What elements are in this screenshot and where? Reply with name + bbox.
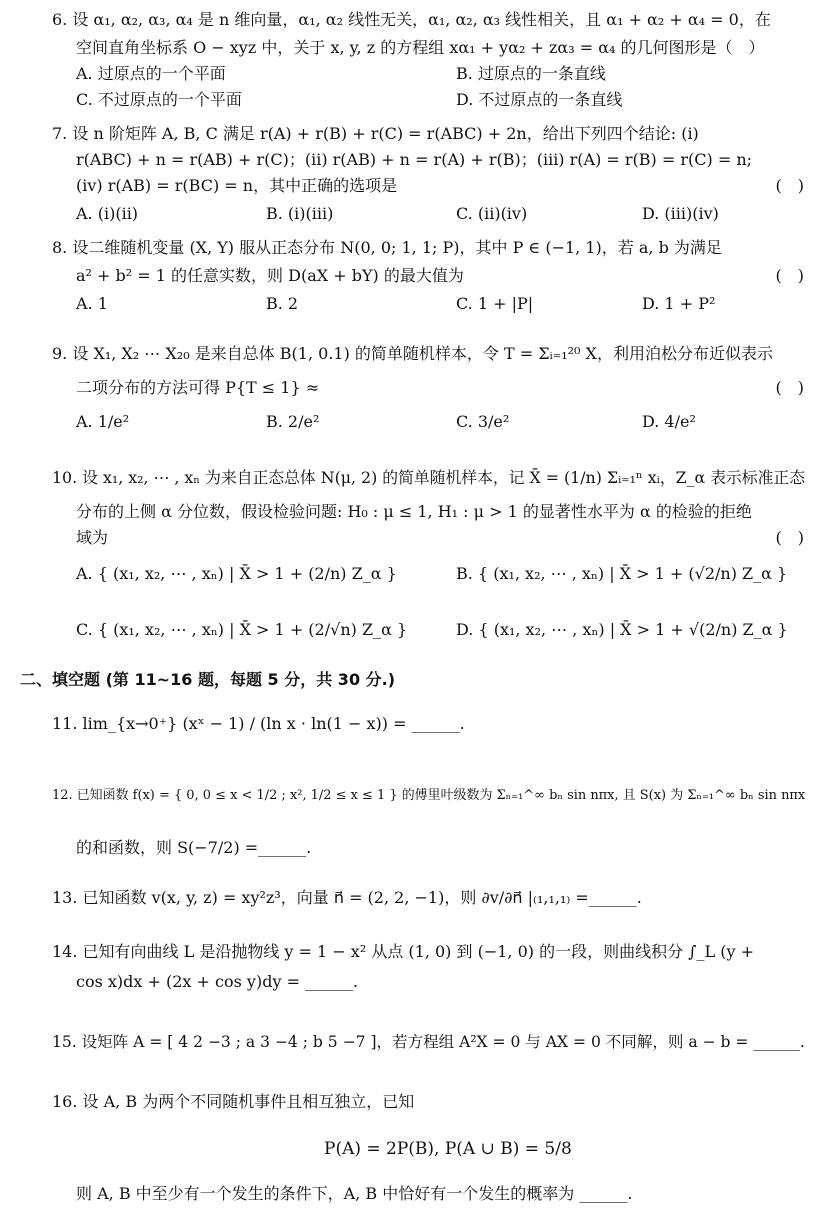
q8-option-a: A. 1 [76, 294, 108, 313]
q6-option-a: A. 过原点的一个平面 [76, 64, 226, 83]
q8-line-2: a² + b² = 1 的任意实数，则 D(aX + bY) 的最大值为 [76, 266, 464, 285]
q7-option-c: C. (ii)(iv) [456, 204, 528, 223]
q9-option-b: B. 2/e² [266, 412, 320, 431]
q16-line-1: 16. 设 A, B 为两个不同随机事件且相互独立，已知 [52, 1092, 415, 1111]
q8-option-b: B. 2 [266, 294, 299, 313]
q6-option-b: B. 过原点的一条直线 [456, 64, 606, 83]
q9-option-c: C. 3/e² [456, 412, 510, 431]
q10-line-3: 域为 [76, 528, 109, 547]
q16-line-3: 则 A, B 中至少有一个发生的条件下，A, B 中恰好有一个发生的概率为 ______. [76, 1184, 633, 1203]
q6-option-d: D. 不过原点的一条直线 [456, 90, 623, 109]
q10-option-d: D. { (x₁, x₂, ⋯ , xₙ) | X̄ > 1 + √(2/n) Z_α } [456, 620, 788, 639]
q10-line-1: 10. 设 x₁, x₂, ⋯ , xₙ 为来自正态总体 N(μ, 2) 的简单随机样本，记 X̄ = (1/n) Σᵢ₌₁ⁿ xᵢ，Z_α 表示标准正态 [52, 468, 805, 487]
q15-line-1: 15. 设矩阵 A = [ 4 2 −3 ; a 3 −4 ; b 5 −7 ]，若方程组 A²X = 0 与 AX = 0 不同解，则 a − b = ______. [52, 1033, 805, 1051]
q7-option-d: D. (iii)(iv) [642, 204, 719, 223]
q8-option-d: D. 1 + P² [642, 294, 716, 313]
q13-line-1: 13. 已知函数 v(x, y, z) = xy²z³，向量 n⃗ = (2, 2, −1)，则 ∂v/∂n⃗ |₍₁,₁,₁₎ =______. [52, 888, 642, 907]
q10-answer-paren: ( ) [775, 528, 804, 547]
q7-line-3: (iv) r(AB) = r(BC) = n，其中正确的选项是 [76, 176, 398, 195]
q6-line-2: 空间直角坐标系 O − xyz 中，关于 x, y, z 的方程组 xα₁ + yα₂ + zα₃ = α₄ 的几何图形是（ ） [76, 38, 765, 57]
q6-line-1: 6. 设 α₁, α₂, α₃, α₄ 是 n 维向量，α₁, α₂ 线性无关，α₁, α₂, α₃ 线性相关，且 α₁ + α₂ + α₄ = 0，在 [52, 10, 771, 29]
q8-option-c: C. 1 + |P| [456, 294, 534, 313]
q8-line-1: 8. 设二维随机变量 (X, Y) 服从正态分布 N(0, 0; 1, 1; P)，其中 P ∈ (−1, 1)，若 a, b 为满足 [52, 238, 722, 257]
q10-line-2: 分布的上侧 α 分位数，假设检验问题: H₀ : μ ≤ 1, H₁ : μ > 1 的显著性水平为 α 的检验的拒绝 [76, 502, 752, 521]
q12-line-2: 的和函数，则 S(−7/2) =______. [76, 838, 312, 857]
section-heading: 二、填空题 (第 11∼16 题，每题 5 分，共 30 分.) [20, 670, 396, 689]
q7-option-b: B. (i)(iii) [266, 204, 334, 223]
q8-answer-paren: ( ) [775, 266, 804, 285]
q7-answer-paren: ( ) [775, 176, 804, 195]
q10-option-b: B. { (x₁, x₂, ⋯ , xₙ) | X̄ > 1 + (√2/n) Z_α } [456, 564, 788, 583]
q9-line-1: 9. 设 X₁, X₂ ⋯ X₂₀ 是来自总体 B(1, 0.1) 的简单随机样本，令 T = Σᵢ₌₁²⁰ X，利用泊松分布近似表示 [52, 344, 773, 363]
q9-option-d: D. 4/e² [642, 412, 696, 431]
q7-line-1: 7. 设 n 阶矩阵 A, B, C 满足 r(A) + r(B) + r(C) = r(ABC) + 2n，给出下列四个结论: (i) [52, 124, 699, 143]
q12-line-1: 12. 已知函数 f(x) = { 0, 0 ≤ x < 1/2 ; x², 1/2 ≤ x ≤ 1 } 的傅里叶级数为 Σₙ₌₁^∞ bₙ sin nπx, 且 S(x) 为 Σₙ₌₁^∞ bₙ sin nπx [52, 788, 806, 803]
q6-option-c: C. 不过原点的一个平面 [76, 90, 242, 109]
q11-line-1: 11. lim_{x→0⁺} (xˣ − 1) / (ln x · ln(1 − x)) = ______. [52, 714, 465, 733]
q16-display-equation: P(A) = 2P(B), P(A ∪ B) = 5/8 [324, 1139, 572, 1159]
q9-option-a: A. 1/e² [76, 412, 130, 431]
q10-option-a: A. { (x₁, x₂, ⋯ , xₙ) | X̄ > 1 + (2/n) Z_α } [76, 564, 397, 583]
q14-line-2: cos x)dx + (2x + cos y)dy = ______. [76, 972, 359, 991]
q14-line-1: 14. 已知有向曲线 L 是沿抛物线 y = 1 − x² 从点 (1, 0) 到 (−1, 0) 的一段，则曲线积分 ∫_L (y + [52, 942, 755, 961]
q9-line-2: 二项分布的方法可得 P{T ≤ 1} ≈ [76, 378, 320, 397]
q7-option-a: A. (i)(ii) [76, 204, 139, 223]
q9-answer-paren: ( ) [775, 378, 804, 397]
q10-option-c: C. { (x₁, x₂, ⋯ , xₙ) | X̄ > 1 + (2/√n) Z_α } [76, 620, 408, 639]
q7-line-2: r(ABC) + n = r(AB) + r(C)；(ii) r(AB) + n = r(A) + r(B)；(iii) r(A) = r(B) = r(C) = n; [76, 150, 753, 169]
